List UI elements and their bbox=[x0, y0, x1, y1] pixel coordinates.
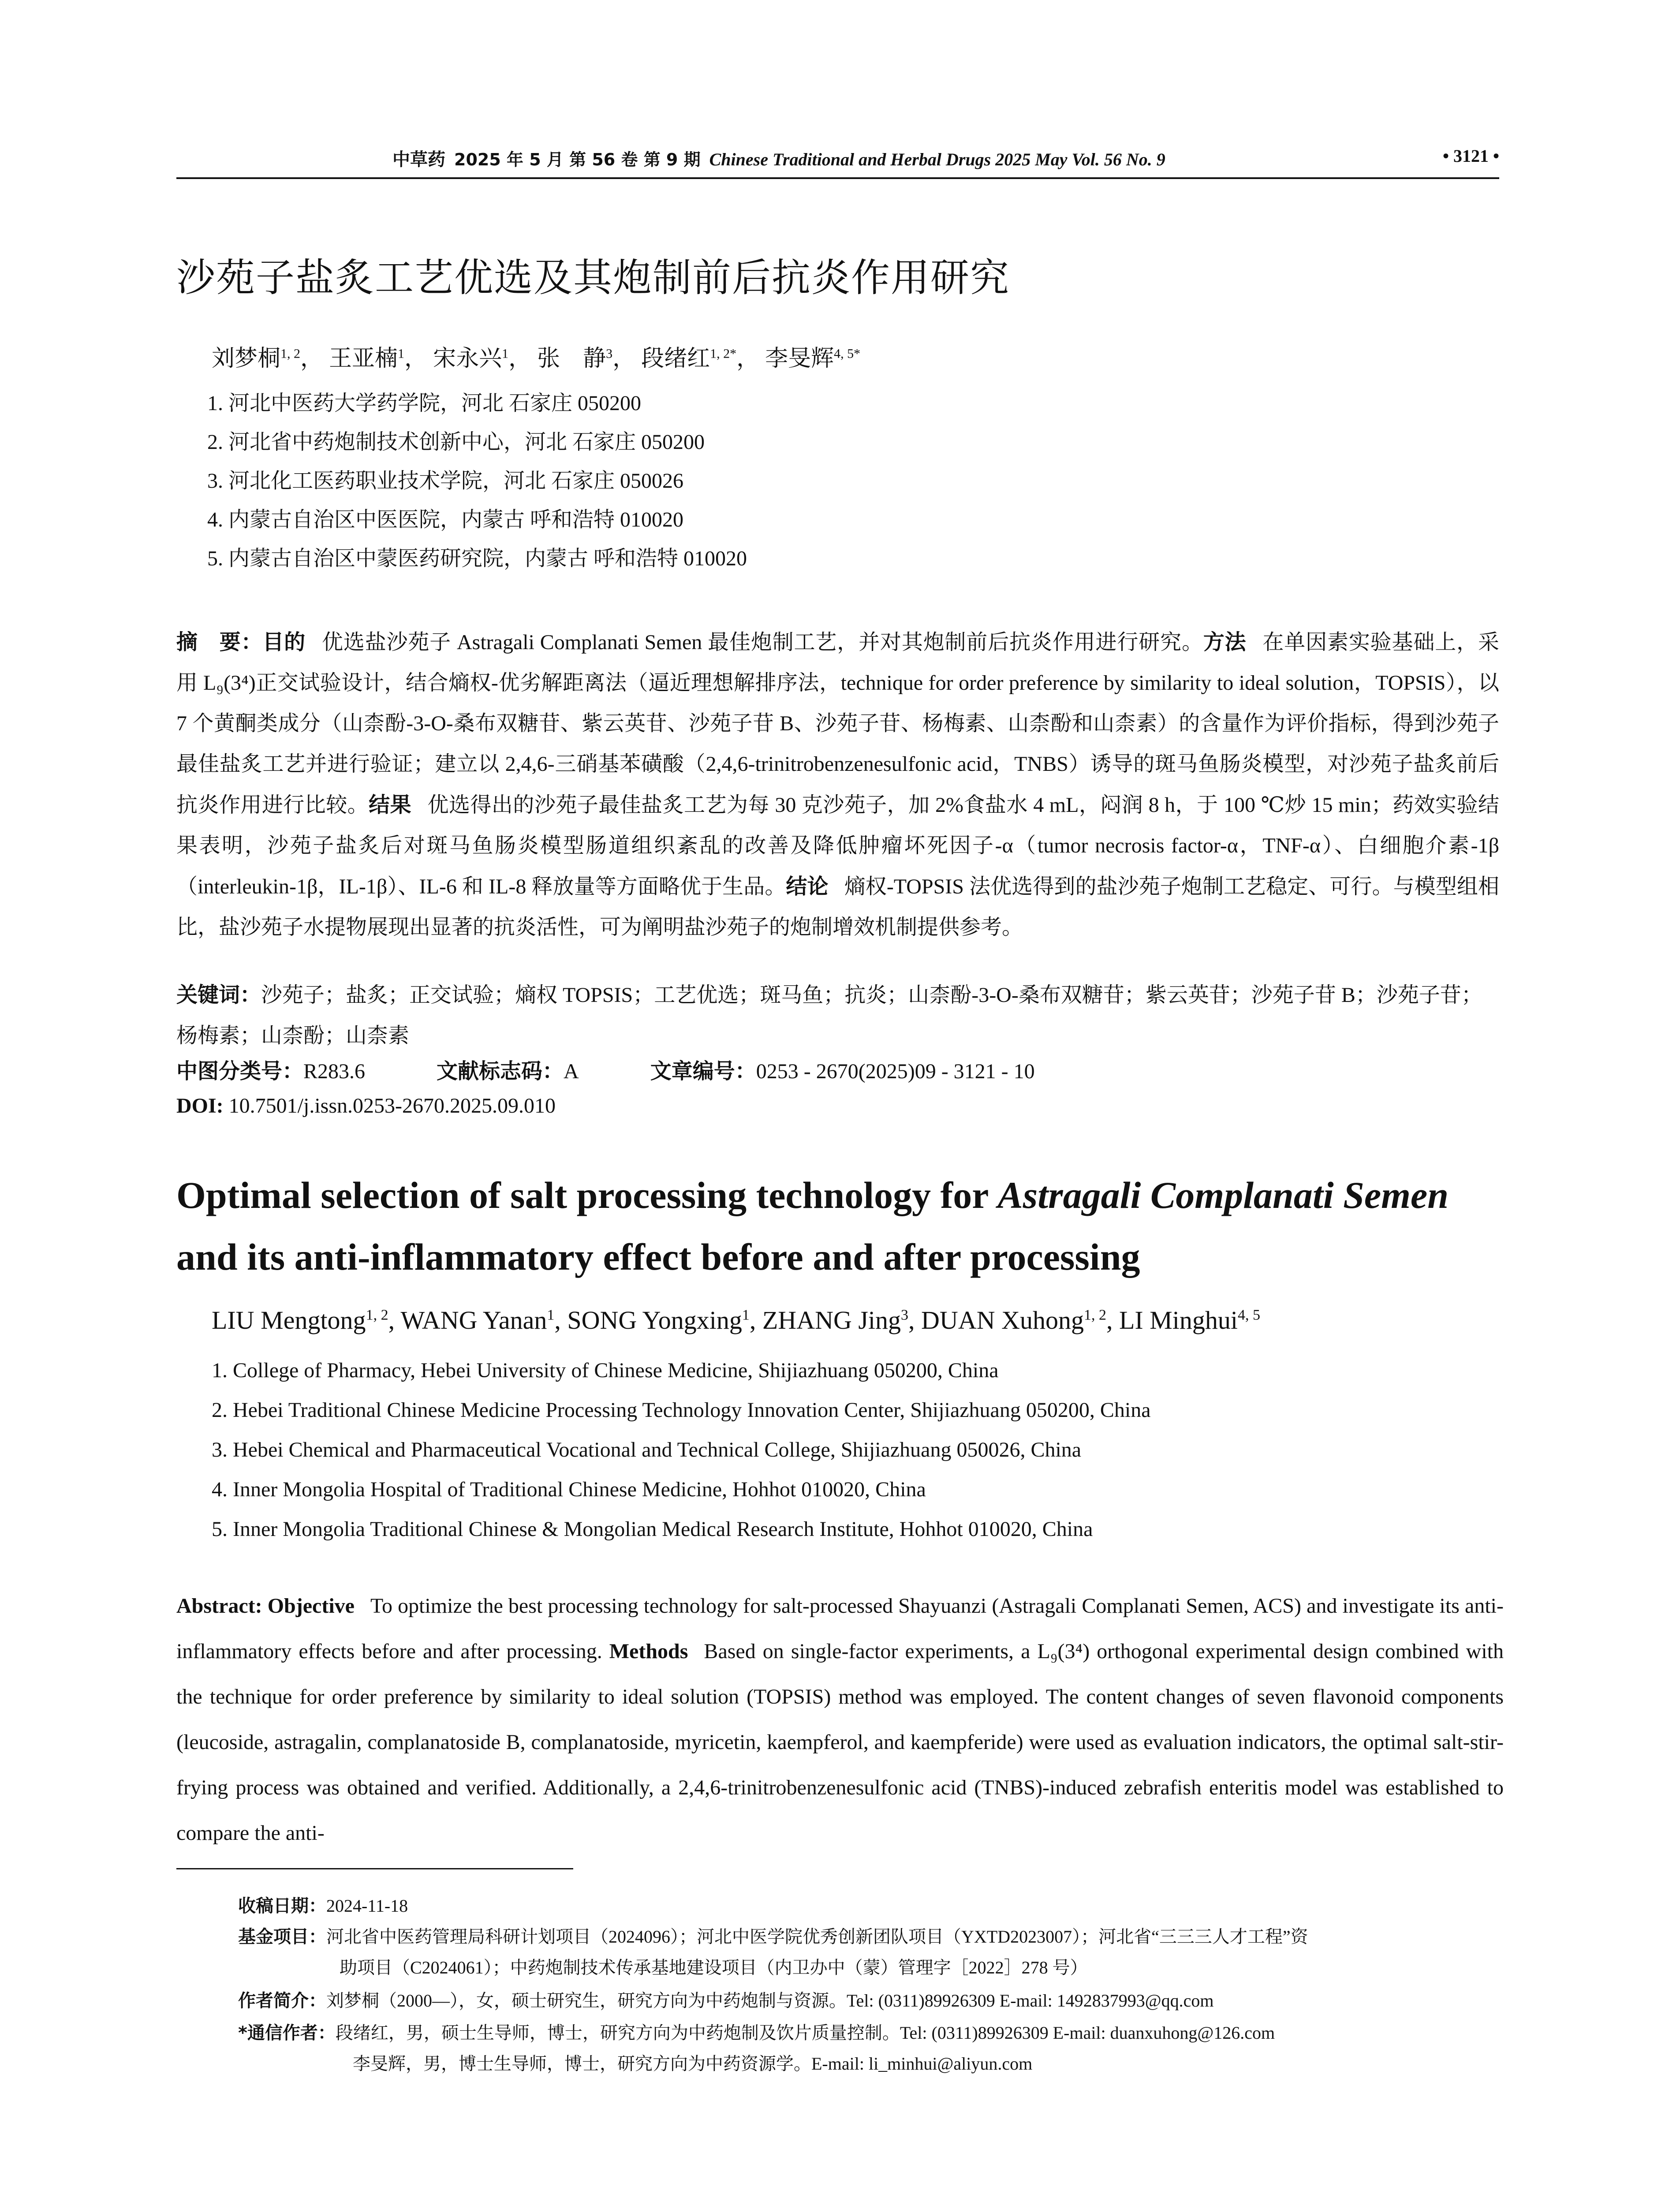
abstract-en-label: Abstract: Objective bbox=[176, 1594, 355, 1618]
author-affil-sup: 3 bbox=[901, 1307, 909, 1323]
abstract-en bbox=[176, 1583, 1504, 1856]
author-name: 段绪红 bbox=[641, 346, 710, 371]
classification-line bbox=[176, 1054, 1499, 1084]
author-name: 李旻辉 bbox=[765, 346, 834, 371]
author-affil-sup: 3 bbox=[606, 346, 613, 361]
affiliation-en: 1. College of Pharmacy, Hebei University of Chinese Medicine, Shijiazhuang 050200, China bbox=[212, 1359, 999, 1382]
corresponding-text-1: 段绪红，男，硕士生导师，博士，研究方向为中药炮制及饮片质量控制。Tel: (0311)89926309 E-mail: duanxuhong@126.com bbox=[335, 2023, 1275, 2043]
doc-code-label: 文献标志码： bbox=[437, 1059, 564, 1084]
title-en-part2: and its anti-inflammatory effect before and after processing bbox=[176, 1236, 1140, 1278]
objective-text: 优选盐沙苑子 Astragali Complanati Semen 最佳炮制工艺，并对其炮制前后抗炎作用进行研究。 bbox=[321, 631, 1203, 654]
results-text: 优选得出的沙苑子最佳盐炙工艺为每 30 克沙苑子，加 2%食盐水 4 mL，闷润 8 h，于 100 ℃炒 15 min；药效实验结果表明，沙苑子盐炙后对斑马鱼肠炎模型肠道组织紊乱的改善及降低肿瘤坏死因子-α（tumor necrosis factor-α，TNF-α）、白细胞介素-1β（interleukin-1β，IL-1β）、IL-6 和 IL-8 释放量等方面略优于生品。 bbox=[176, 793, 1499, 898]
title-en-part1: Optimal selection of salt processing technology for bbox=[176, 1174, 998, 1216]
author-list-cn: 刘梦桐$^{1, 2}$， 王亚楠$^1$， 宋永兴$^1$， 张 静$^3$， 段绪红$^{1, 2*}$， 李旻辉$^{4, 5*}$ bbox=[212, 346, 861, 371]
methods-label: 方法 bbox=[1203, 630, 1247, 654]
clc-value: R283.6 bbox=[303, 1060, 366, 1083]
keywords-cn bbox=[176, 975, 1499, 1056]
author-bio-label: 作者简介： bbox=[238, 1991, 326, 2011]
affiliation-cn: 5. 内蒙古自治区中蒙医药研究院，内蒙古 呼和浩特 010020 bbox=[207, 547, 747, 570]
objective-label: 目的 bbox=[262, 630, 306, 654]
author-affil-sup: 1 bbox=[547, 1307, 555, 1323]
footnote-fund bbox=[238, 1923, 1308, 1948]
footnote-fund-cont: 助项目（C2024061）；中药炮制技术传承基地建设项目（内卫办中（蒙）管理字［2022］278 号） bbox=[340, 1958, 1088, 1977]
footnote-corresponding bbox=[238, 2019, 1275, 2044]
author-name: SONG Yongxing bbox=[567, 1306, 742, 1334]
author-name: 刘梦桐 bbox=[212, 346, 281, 371]
doi-line bbox=[176, 1094, 556, 1118]
footnote-received bbox=[238, 1892, 408, 1917]
author-name: 宋永兴 bbox=[433, 346, 502, 371]
author-name: ZHANG Jing bbox=[762, 1306, 901, 1334]
affiliation-cn: 1. 河北中医药大学药学院，河北 石家庄 050200 bbox=[207, 392, 642, 415]
methods-text: 在单因素实验基础上，采用 L₉(3⁴)正交试验设计，结合熵权-优劣解距离法（逼近理想解排序法，technique for order preference by similarity to ideal solution，TOPSIS），以 7 个黄酮类成分（山柰酚-3-O-桑布双糖苷、紫云英苷、沙苑子苷 B、沙苑子苷、杨梅素、山柰酚和山柰素）的含量作为评价指标，得到沙苑子最佳盐炙工艺并进行验证；建立以 2,4,6-三硝基苯磺酸（2,4,6-trinitrobenzenesulfonic acid，TNBS）诱导的斑马鱼肠炎模型，对沙苑子盐炙前后抗炎作用进行比较。 bbox=[176, 631, 1499, 817]
author-name: 张 静 bbox=[537, 346, 606, 371]
affiliation-en: 2. Hebei Traditional Chinese Medicine Processing Technology Innovation Center, Shijiazhuang 050200, China bbox=[212, 1398, 1151, 1422]
methods-en-label: Methods bbox=[609, 1640, 688, 1663]
affiliation-en: 5. Inner Mongolia Traditional Chinese & Mongolian Medical Research Institute, Hohhot 010020, China bbox=[212, 1517, 1093, 1541]
affiliation-cn: 4. 内蒙古自治区中医医院，内蒙古 呼和浩特 010020 bbox=[207, 508, 684, 531]
affiliation-cn: 3. 河北化工医药职业技术学院，河北 石家庄 050026 bbox=[207, 469, 684, 493]
affiliation-en: 4. Inner Mongolia Hospital of Traditional Chinese Medicine, Hohhot 010020, China bbox=[212, 1478, 926, 1501]
doi-label: DOI: bbox=[176, 1094, 224, 1117]
corresponding-label: *通信作者： bbox=[238, 2023, 336, 2043]
abstract-cn bbox=[176, 622, 1499, 948]
article-no-label: 文章编号： bbox=[650, 1059, 756, 1084]
doi-link[interactable]: 10.7501/j.issn.0253-2670.2025.09.010 bbox=[228, 1094, 556, 1117]
page-title-en bbox=[176, 1164, 1499, 1288]
author-name: 王亚楠 bbox=[329, 346, 398, 371]
page-number: • 3121 • bbox=[1442, 146, 1499, 166]
received-date: 2024-11-18 bbox=[326, 1896, 408, 1916]
abstract-label: 摘 要： bbox=[176, 630, 263, 654]
header-rule bbox=[176, 177, 1499, 179]
footnote-rule bbox=[176, 1868, 573, 1869]
keywords-label: 关键词： bbox=[176, 983, 261, 1007]
methods-en-text: Based on single-factor experiments, a L₉(3⁴) orthogonal experimental design combined with the technique for order preference by similarity to ideal solution (TOPSIS) method was employed. The content changes of seven flavonoid components (leucoside, astragalin, complanatoside B, complanatoside, myricetin, kaempferol, and kaempferide) were used as evaluation indicators, the optimal salt-stir-frying process was obtained and verified. Additionally, a 2,4,6-trinitrobenzenesulfonic acid (TNBS)-induced zebrafish enteritis model was established to compare the anti- bbox=[176, 1640, 1504, 1845]
fund-label: 基金项目： bbox=[238, 1927, 326, 1947]
page-title-cn: 沙苑子盐炙工艺优选及其炮制前后抗炎作用研究 bbox=[176, 255, 1010, 300]
doc-code-value: A bbox=[564, 1060, 579, 1083]
author-affil-sup: 1 bbox=[398, 346, 405, 361]
journal-header bbox=[392, 146, 1165, 171]
journal-issue-en: Chinese Traditional and Herbal Drugs 2025 May Vol. 56 No. 9 bbox=[709, 149, 1165, 169]
author-name: DUAN Xuhong bbox=[921, 1306, 1084, 1334]
author-bio-text: 刘梦桐（2000—），女，硕士研究生，研究方向为中药炮制与资源。Tel: (0311)89926309 E-mail: 1492837993@qq.com bbox=[326, 1991, 1214, 2011]
author-list-en: LIU Mengtong$^{1, 2}$, WANG Yanan$^1$, SONG Yongxing$^1$, ZHANG Jing$^3$, DUAN Xuhong$^{1, 2}$, LI Minghui$^{4, 5}$ bbox=[212, 1306, 1261, 1334]
author-name: LIU Mengtong bbox=[212, 1306, 366, 1334]
keywords-text: 沙苑子；盐炙；正交试验；熵权 TOPSIS；工艺优选；斑马鱼；抗炎；山柰酚-3-O-桑布双糖苷；紫云英苷；沙苑子苷 B；沙苑子苷；杨梅素；山柰酚；山柰素 bbox=[176, 983, 1482, 1047]
author-affil-sup: 1, 2 bbox=[280, 346, 301, 361]
author-affil-sup: 1 bbox=[742, 1307, 750, 1323]
results-label: 结果 bbox=[369, 792, 412, 817]
fund-text: 河北省中医药管理局科研计划项目（2024096）；河北中医学院优秀创新团队项目（YXTD2023007）；河北省“三三三人才工程”资 bbox=[326, 1927, 1308, 1947]
affiliation-cn: 2. 河北省中药炮制技术创新中心，河北 石家庄 050200 bbox=[207, 430, 705, 454]
journal-issue-cn: 2025 年 5 月 第 56 卷 第 9 期 bbox=[454, 150, 701, 169]
conclusion-label: 结论 bbox=[786, 874, 829, 899]
footnote-author bbox=[238, 1987, 1213, 2012]
article-no-value: 0253 - 2670(2025)09 - 3121 - 10 bbox=[756, 1060, 1035, 1083]
objective-en-text: To optimize the best processing technology for salt-processed Shayuanzi (Astragali Complanati Semen, ACS) and investigate its anti-inflammatory effects before and after processing. bbox=[176, 1594, 1504, 1663]
author-name: WANG Yanan bbox=[400, 1306, 547, 1334]
author-affil-sup: 1 bbox=[502, 346, 509, 361]
author-affil-sup: 4, 5* bbox=[834, 346, 861, 361]
clc-label: 中图分类号： bbox=[176, 1059, 304, 1084]
running-header bbox=[176, 141, 1499, 176]
author-affil-sup: 1, 2 bbox=[1083, 1307, 1106, 1323]
affiliation-en: 3. Hebei Chemical and Pharmaceutical Vocational and Technical College, Shijiazhuang 050026, China bbox=[212, 1438, 1082, 1461]
author-affil-sup: 4, 5 bbox=[1238, 1307, 1261, 1323]
journal-logo: 中草药 bbox=[392, 149, 445, 170]
conclusion-text: 熵权-TOPSIS 法优选得到的盐沙苑子炮制工艺稳定、可行。与模型组相比，盐沙苑子水提物展现出显著的抗炎活性，可为阐明盐沙苑子的炮制增效机制提供参考。 bbox=[176, 875, 1499, 939]
author-affil-sup: 1, 2 bbox=[366, 1307, 388, 1323]
title-en-species: Astragali Complanati Semen bbox=[997, 1174, 1449, 1216]
footnote-corresponding-2: 李旻辉，男，博士生导师，博士，研究方向为中药资源学。E-mail: li_minhui@aliyun.com bbox=[353, 2054, 1033, 2074]
author-name: LI Minghui bbox=[1119, 1306, 1238, 1334]
author-affil-sup: 1, 2* bbox=[710, 346, 737, 361]
received-label: 收稿日期： bbox=[238, 1896, 326, 1916]
